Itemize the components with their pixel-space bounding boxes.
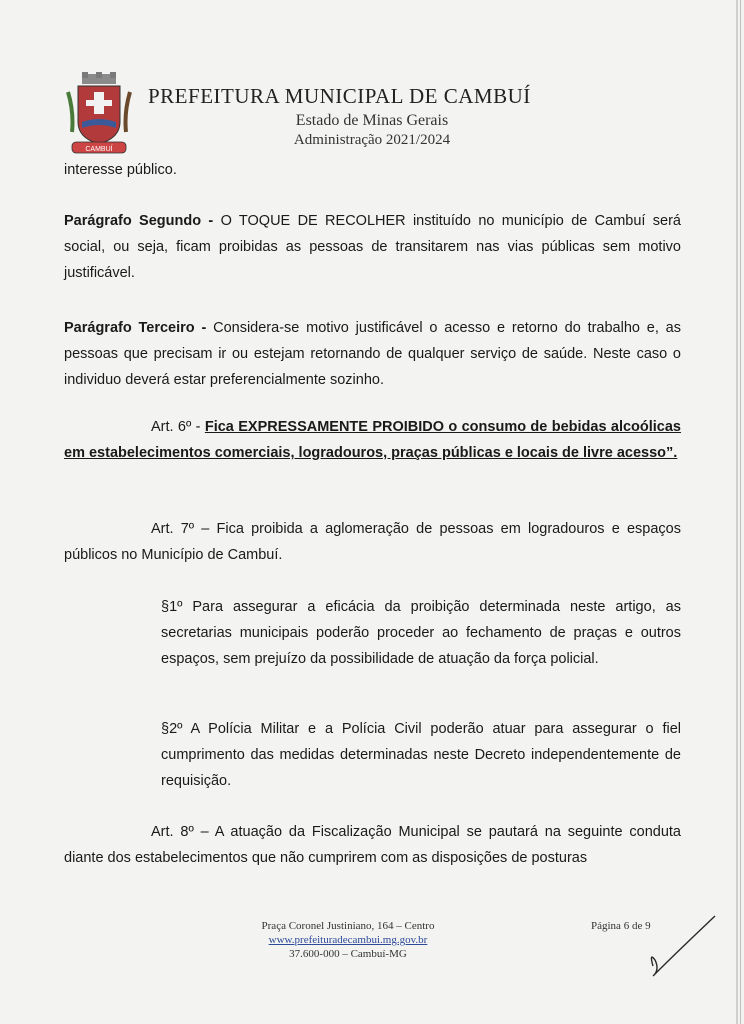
article-8 <box>64 819 681 871</box>
page-number: Página 6 de 9 <box>591 920 651 932</box>
article-7-paragraph-2-text: §2º A Polícia Militar e a Polícia Civil poderão atuar para assegurar o fiel cumprimento das medidas determinadas neste Decreto independentemente de requisição. <box>161 721 681 789</box>
paragraph-terceiro-label: Parágrafo Terceiro - <box>64 320 207 336</box>
paragraph-terceiro <box>64 315 681 393</box>
paragraph-terceiro-text: Considera-se motivo justificável o acesso e retorno do trabalho e, as pessoas que precisam ir ou estejam retornando de qualquer serviço de saúde. Neste caso o individuo deverá estar preferencialmente sozinho. <box>64 320 681 388</box>
article-7 <box>64 516 681 568</box>
footer-cep: 37.600-000 – Cambuí-MG <box>289 948 407 960</box>
footer-address: Praça Coronel Justiniano, 164 – Centro <box>261 920 435 932</box>
article-7-paragraph-1-text: §1º Para assegurar a eficácia da proibição determinada neste artigo, as secretarias municipais poderão proceder ao fechamento de praças e outros espaços, sem prejuízo da possibilidade de atuação da força policial. <box>161 599 681 667</box>
letterhead <box>0 0 744 160</box>
article-7-text: Art. 7º – Fica proibida a aglomeração de pessoas em logradouros e espaços públicos no Município de Cambuí. <box>64 521 681 563</box>
article-6-label: Art. 6º - <box>151 419 205 435</box>
paragraph-segundo <box>64 208 681 286</box>
footer-website-link[interactable]: www.prefeituradecambui.mg.gov.br <box>268 934 428 946</box>
header-state: Estado de Minas Gerais <box>295 112 449 129</box>
article-6 <box>64 414 681 466</box>
header-administration: Administração 2021/2024 <box>293 132 451 148</box>
article-8-text: Art. 8º – A atuação da Fiscalização Municipal se pautará na seguinte conduta diante dos estabelecimentos que não cumprirem com as disposições de posturas <box>64 824 681 866</box>
signature-mark <box>645 908 725 988</box>
paragraph-intro-text: interesse público. <box>64 162 177 178</box>
article-6-text: Fica EXPRESSAMENTE PROIBIDO o consumo de bebidas alcoólicas em estabelecimentos comerciais, logradouros, praças públicas e locais de livre acesso”. <box>64 419 681 461</box>
crest-ribbon-label: CAMBUÍ <box>85 146 113 153</box>
paragraph-segundo-text: O TOQUE DE RECOLHER instituído no município de Cambuí será social, ou seja, ficam proibidas as pessoas de transitarem nas vias públicas sem motivo justificável. <box>64 213 681 281</box>
page-title: PREFEITURA MUNICIPAL DE CAMBUÍ <box>148 84 531 108</box>
paragraph-intro <box>64 157 681 183</box>
paragraph-segundo-label: Parágrafo Segundo - <box>64 213 214 229</box>
article-7-paragraph-1 <box>161 594 681 672</box>
article-7-paragraph-2 <box>161 716 681 794</box>
